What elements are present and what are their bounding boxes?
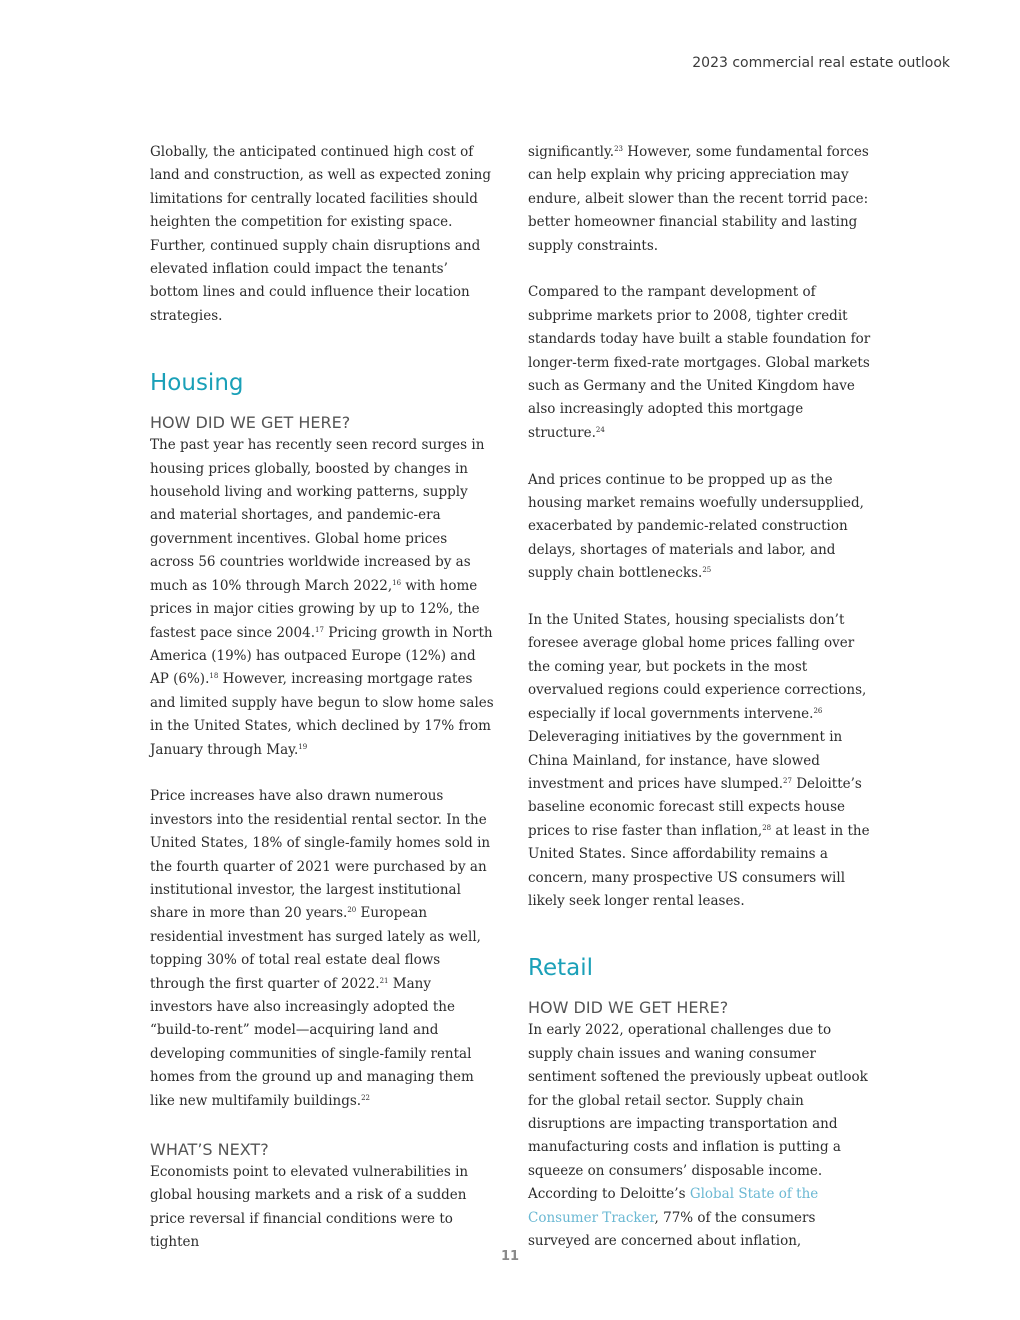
housing-paragraph-4: significantly.$^{23}$ However, some fundamental forces can help explain why pricing appreciation may endure, albeit slower than the recent torrid pace: better homeowner financial stability and lasting supply constraints. [528,144,869,254]
housing-heading: Housing [150,370,244,397]
housing-paragraph-3: Economists point to elevated vulnerabilities in global housing markets and a risk of a sudden price reversal if financial conditions were to tighten [150,1164,469,1251]
footnote-ref[interactable]: 25 [702,566,712,575]
retail-paragraph-1: In early 2022, operational challenges due to supply chain issues and waning consumer sentiment softened the previously upbeat outlook for the global retail sector. Supply chain disruptions are impacting transportation and manufacturing costs and inflation is putting a squeeze on consumers’ disposable income. According to Deloitte’s Global State of the Consumer Tracker, 77% of the consumers surveyed are concerned about inflation, [528,1022,868,1250]
how-did-we-get-here-heading: HOW DID WE GET HERE? [150,413,351,433]
whats-next-heading: WHAT’S NEXT? [150,1140,269,1160]
retail-how-did-we-get-here-heading: HOW DID WE GET HERE? [528,998,729,1018]
footnote-ref[interactable]: 19 [298,742,308,751]
footnote-ref[interactable]: 16 [392,578,402,587]
footnote-ref[interactable]: 20 [347,906,357,915]
footnote-ref[interactable]: 28 [762,823,772,832]
footnote-ref[interactable]: 22 [361,1093,370,1102]
footnote-ref[interactable]: 18 [209,672,219,681]
footnote-ref[interactable]: 23 [614,145,623,153]
footnote-ref[interactable]: 24 [595,425,605,434]
footnote-ref[interactable]: 21 [379,976,389,985]
housing-paragraph-5: Compared to the rampant development of subprime markets prior to 2008, tighter credit standards today have built a stable foundation for longer-term fixed-rate mortgages. Global markets such as Germany and the United Kingdom have also increasingly adopted this mortgage structure.$^{24}$ [528,284,871,441]
housing-paragraph-7: In the United States, housing specialists don’t foresee average global home prices falling over the coming year, but pockets in the most overvalued regions could experience corrections, especially if local governments intervene.$^{26}$ Deleveraging initiatives by the government in China Mainland, for instance, have slowed investment and prices have slumped.$^{27}$ Deloitte’s baseline economic forecast still expects house prices to rise faster than inflation,$^{28}$ at least in the United States. Since affordability remains a concern, many prospective US consumers will likely seek longer rental leases. [528,612,870,909]
housing-paragraph-2: Price increases have also drawn numerous investors into the residential rental sector. In the United States, 18% of single-family homes sold in the fourth quarter of 2021 were purchased by an institutional investor, the largest institutional share in more than 20 years.$^{20}$ European residential investment has surged lately as well, topping 30% of total real estate deal flows through the first quarter of 2022.21 Many investors have also increasingly adopted the “build-to-rent” model—acquiring land and developing communities of single-family rental homes from the ground up and managing them like new multifamily buildings.$^{22}$ [150,788,491,1109]
housing-paragraph-1: The past year has recently seen record surges in housing prices globally, boosted by changes in household living and working patterns, supply and material shortages, and pandemic-era government incentives. Global home prices across 56 countries worldwide increased by as much as 10% through March 2022,16 with home prices in major cities growing by up to 12%, the fastest pace since 2004.17 Pricing growth in North America (19%) has outpaced Europe (12%) and AP (6%).$^{18}$ However, increasing mortgage rates and limited supply have begun to slow home sales in the United States, which declined by 17% from January through May.$^{19}$ [150,437,494,758]
footnote-ref[interactable]: 26 [813,706,823,715]
retail-heading: Retail [528,955,593,982]
page-number: 11 [500,1249,520,1264]
housing-paragraph-6: And prices continue to be propped up as the housing market remains woefully undersupplied, exacerbated by pandemic-related construction delays, shortages of materials and labor, and supply chain bottlenecks.$^{25}$ [528,471,864,582]
intro-paragraph: Globally, the anticipated continued high cost of land and construction, as well as expected zoning limitations for centrally located facilities should heighten the competition for existing space. Further, continued supply chain disruptions and elevated inflation could impact the tenants’ bottom lines and could influence their location strategies. [150,144,492,324]
footnote-ref[interactable]: 27 [783,776,792,785]
left-column [150,141,495,1255]
footnote-ref[interactable]: 17 [315,625,324,634]
consumer-tracker-link[interactable]: Global State of the Consumer Tracker [528,1186,819,1226]
right-column [528,141,873,1253]
running-header: 2023 commercial real estate outlook [692,55,950,71]
